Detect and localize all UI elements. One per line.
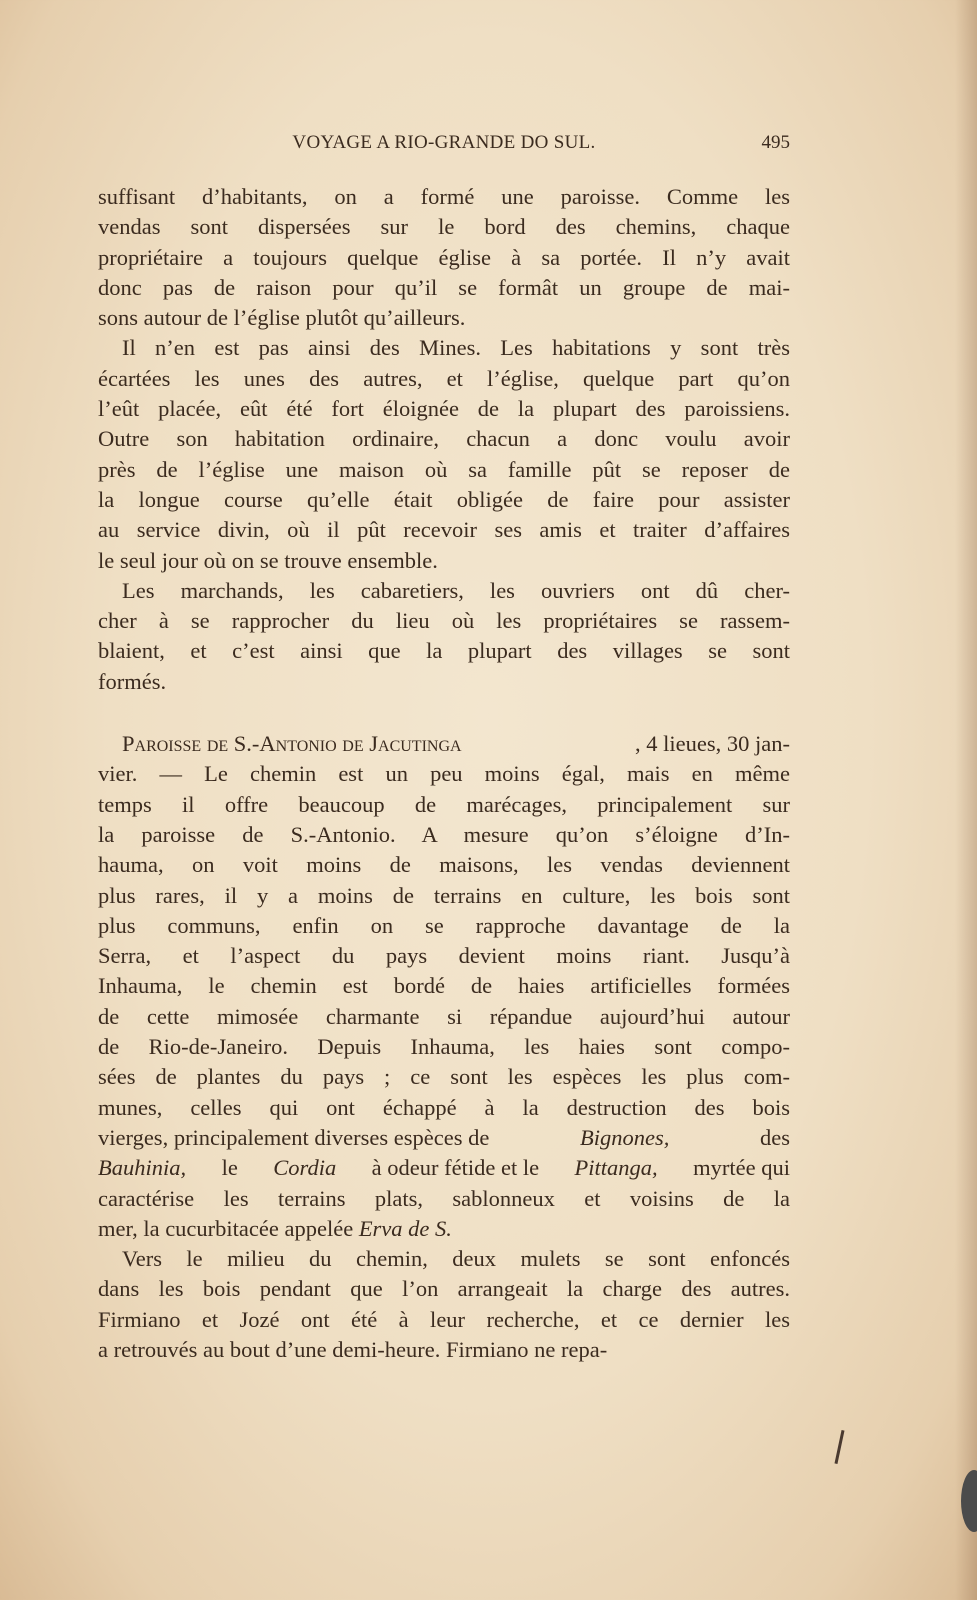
italic-term: Pittanga,: [574, 1155, 658, 1181]
text-line: Firmiano et Jozé ont été à leur recherche, et ce dernier les: [98, 1306, 790, 1332]
text-line: Il n’en est pas ainsi des Mines. Les habitations y sont très: [122, 335, 790, 361]
paragraph: [98, 182, 790, 333]
text-line: près de l’église une maison où sa famille pût se reposer de: [98, 456, 790, 482]
text-line: propriétaire a toujours quelque église à sa portée. Il n’y avait: [98, 244, 790, 270]
italic-term: Bignones,: [579, 1124, 670, 1150]
running-title: VOYAGE A RIO-GRANDE DO SUL.: [292, 132, 596, 153]
text-run: mer, la cucurbitacée appelée: [98, 1215, 359, 1241]
text-run: à odeur fétide et le: [366, 1155, 545, 1181]
text-line: Inhauma, le chemin est bordé de haies artificielles formées: [98, 973, 790, 999]
text-line: Serra, et l’aspect du pays devient moins riant. Jusqu’à: [98, 943, 790, 969]
text-line: suffisant d’habitants, on a formé une paroisse. Comme les: [98, 184, 790, 209]
text-line: hauma, on voit moins de maisons, les vendas deviennent: [98, 852, 790, 878]
text-line: donc pas de raison pour qu’il se formât un groupe de mai-: [98, 274, 790, 300]
running-header: [98, 132, 790, 160]
paragraph: [98, 1244, 790, 1365]
text-line: de cette mimosée charmante si répandue aujourd’hui autour: [98, 1003, 790, 1029]
text-line: [98, 1153, 790, 1183]
section-heading: Paroisse de S.-Antonio de Jacutinga: [122, 731, 462, 757]
text-line: écartées les unes des autres, et l’église, quelque part qu’on: [98, 365, 790, 391]
text-run: , 4 lieues, 30 jan-: [635, 731, 790, 757]
text-run: des: [754, 1124, 790, 1150]
text-line: l’eût placée, eût été fort éloignée de la plupart des paroissiens.: [98, 396, 790, 422]
text-line: Vers le milieu du chemin, deux mulets se sont enfoncés: [122, 1246, 790, 1272]
text-line: formés.: [98, 668, 167, 694]
text-line: la paroisse de S.-Antonio. A mesure qu’on s’éloigne d’In-: [98, 821, 790, 847]
text-line: vendas sont dispersées sur le bord des chemins, chaque: [98, 214, 790, 240]
text-line: plus communs, enfin on se rapproche davantage de la: [98, 912, 790, 938]
text-line: sées de plantes du pays ; ce sont les espèces les plus com-: [98, 1064, 790, 1090]
paragraph: [98, 576, 790, 697]
text-line: plus rares, il y a moins de terrains en culture, les bois sont: [98, 882, 790, 908]
text-line: caractérise les terrains plats, sablonneux et voisins de la: [98, 1185, 790, 1211]
text-line: Les marchands, les cabaretiers, les ouvriers ont dû cher-: [122, 577, 790, 603]
text-line: cher à se rapprocher du lieu où les propriétaires se rassem-: [98, 608, 790, 634]
body-text: [98, 182, 790, 1365]
text-line: temps il offre beaucoup de marécages, principalement sur: [98, 791, 790, 817]
text-line: [98, 1123, 790, 1153]
text-line: sons autour de l’église plutôt qu’ailleurs.: [98, 305, 466, 331]
text-line: de Rio-de-Janeiro. Depuis Inhauma, les haies sont compo-: [98, 1034, 790, 1060]
page-number: 495: [761, 132, 790, 153]
text-line: munes, celles qui ont échappé à la destruction des bois: [98, 1094, 790, 1120]
text-line: [98, 729, 790, 759]
text-line: le seul jour où on se trouve ensemble.: [98, 547, 438, 573]
text-line: la longue course qu’elle était obligée de faire pour assister: [98, 486, 790, 512]
italic-term: Bauhinia,: [98, 1155, 187, 1181]
page-edge-shadow: [955, 0, 977, 1600]
text-line: a retrouvés au bout d’une demi-heure. Firmiano ne repa-: [98, 1336, 608, 1362]
text-line: blaient, et c’est ainsi que la plupart des villages se sont: [98, 638, 790, 664]
text-line: [98, 1214, 790, 1244]
text-run: myrtée qui: [687, 1155, 790, 1181]
text-line: dans les bois pendant que l’on arrangeait la charge des autres.: [98, 1276, 790, 1302]
paragraph: [98, 729, 790, 1244]
text-run: le: [215, 1155, 244, 1181]
italic-term: Cordia: [273, 1155, 337, 1181]
paragraph: [98, 333, 790, 575]
text-line: Outre son habitation ordinaire, chacun a donc voulu avoir: [98, 426, 790, 452]
italic-term: Erva de S.: [358, 1215, 452, 1241]
text-line: au service divin, où il pût recevoir ses amis et traiter d’affaires: [98, 517, 790, 543]
text-line: vier. — Le chemin est un peu moins égal, mais en même: [98, 761, 790, 787]
pencil-mark: [834, 1430, 844, 1464]
text-run: vierges, principalement diverses espèces de: [98, 1124, 495, 1150]
